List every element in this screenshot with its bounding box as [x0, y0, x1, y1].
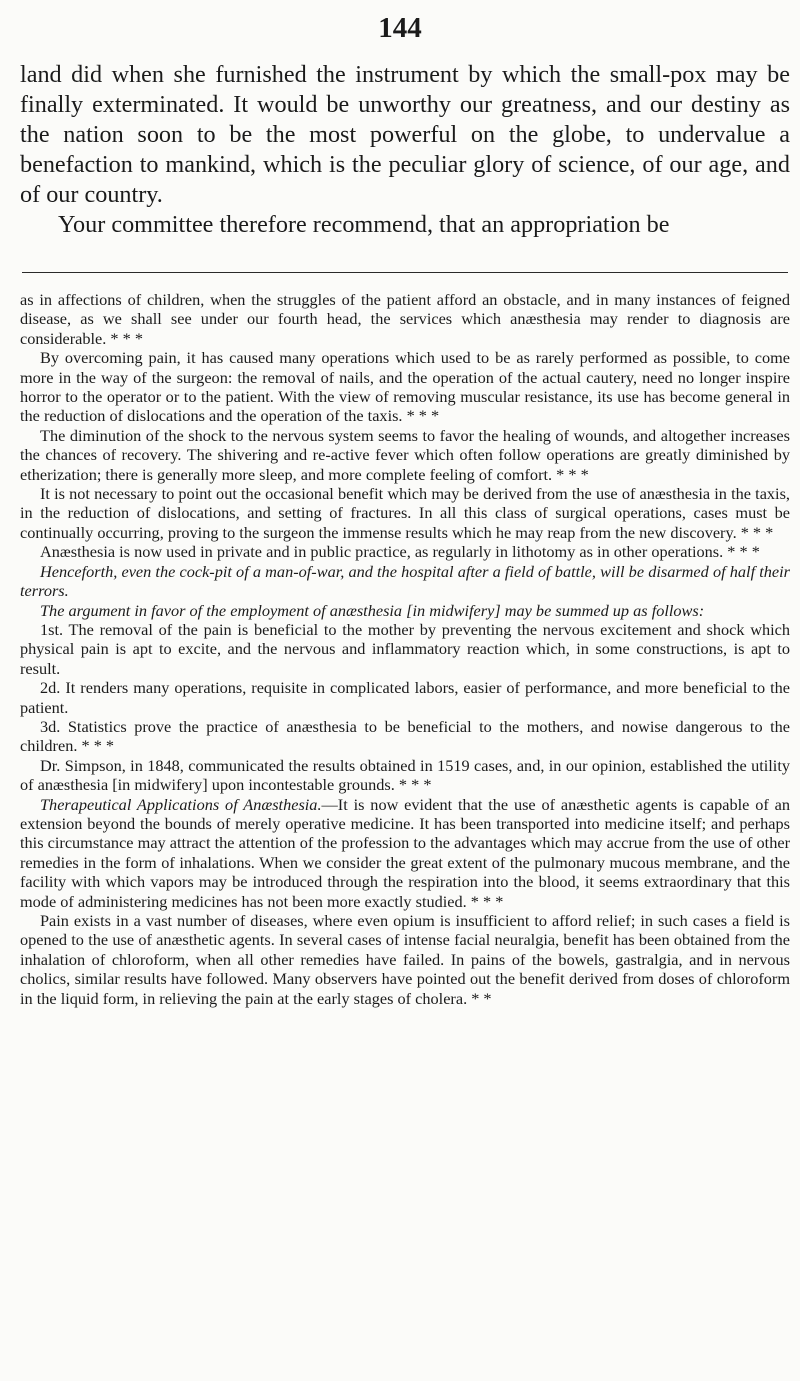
- footnote-paragraph: It is not necessary to point out the occasional benefit which may be derived from the use of anæsthesia in the taxis, in the reduction of dislocations, and setting of fractures. In all this class of surgical operations, cases must be continually occurring, proving to the surgeon the immense results which he may reap from the new discovery. * * *: [20, 484, 790, 542]
- footnote-paragraph: 3d. Statistics prove the practice of anæsthesia to be beneficial to the mothers, and nowise dangerous to the children. * * *: [20, 716, 790, 756]
- footnote-paragraph: [20, 795, 790, 911]
- main-paragraph-1: land did when she furnished the instrument by which the small-pox may be finally exterminated. It would be unworthy our greatness, and our destiny as the nation soon to be the most powerful on the globe, to undervalue a benefaction to mankind, which is the peculiar glory of science, of our age, and of our country.: [20, 61, 790, 208]
- section-body: —It is now evident that the use of anæsthetic agents is capable of an extension beyond the bounds of merely operative medicine. It has been transported into medicine itself; and perhaps this circumstance may attract the attention of the profession to the advantages which may accrue from the use of other remedies in the form of inhalations. When we consider the great extent of the pulmonary mucous membrane, and the facility with which vapors may be introduced through the respiration into the blood, it seems extraordinary that this mode of administering medicines has not been more exactly studied. * * *: [20, 794, 790, 911]
- footnote-paragraph: By overcoming pain, it has caused many operations which used to be as rarely performed as possible, to come more in the way of the surgeon: the removal of nails, and the operation of the actual cautery, need no longer inspire horror to the operator or to the patient. With the view of removing muscular resistance, its use has become general in the reduction of dislocations and the operation of the taxis. * * *: [20, 348, 790, 426]
- footnote-paragraph: 1st. The removal of the pain is beneficial to the mother by preventing the nervous excitement and shock which physical pain is apt to excite, and the nervous and inflammatory reaction which, in some constructions, is apt to result.: [20, 619, 790, 678]
- page-number: 144: [378, 12, 422, 44]
- footnote-paragraph: The diminution of the shock to the nervous system seems to favor the healing of wounds, and altogether increases the chances of recovery. The shivering and re-active fever which often follow operations are greatly diminished by etherization; there is generally more sleep, and more complete feeling of comfort. * * *: [20, 425, 790, 484]
- footnote-paragraph: Anæsthesia is now used in private and in public practice, as regularly in lithotomy as in other operations. * * *: [40, 542, 760, 562]
- main-paragraph-2: Your committee therefore recommend, that an appropriation be: [58, 211, 670, 238]
- footnote-paragraph-italic: The argument in favor of the employment of anæsthesia [in midwifery] may be summed up as follows:: [40, 600, 705, 620]
- main-text: [20, 60, 790, 240]
- footnote-block: [20, 290, 790, 1008]
- footnote-paragraph: Pain exists in a vast number of diseases, where even opium is insufficient to afford relief; in such cases a field is opened to the use of anæsthetic agents. In several cases of intense facial neuralgia, benefit has been obtained from the inhalation of chloroform, when all other remedies have failed. In pains of the bowels, gastralgia, and in nervous cholics, similar results have followed. Many observers have pointed out the benefit derived from doses of chloroform in the liquid form, in relieving the pain at the early stages of cholera. * *: [20, 911, 790, 1008]
- section-heading: Therapeutical Applications of Anæsthesia.: [40, 794, 322, 814]
- footnote-paragraph-italic: Henceforth, even the cock-pit of a man-of-war, and the hospital after a field of battle, will be disarmed of half their terrors.: [20, 561, 790, 601]
- footnote-divider: [22, 272, 788, 273]
- footnote-paragraph: as in affections of children, when the struggles of the patient afford an obstacle, and in many instances of feigned disease, as we shall see under our fourth head, the services which anæsthesia may render to diagnosis are considerable. * * *: [20, 290, 790, 348]
- footnote-paragraph: Dr. Simpson, in 1848, communicated the results obtained in 1519 cases, and, in our opinion, established the utility of anæsthesia [in midwifery] upon incontestable grounds. * * *: [20, 755, 790, 795]
- footnote-paragraph: 2d. It renders many operations, requisite in complicated labors, easier of performance, and more beneficial to the patient.: [20, 678, 790, 717]
